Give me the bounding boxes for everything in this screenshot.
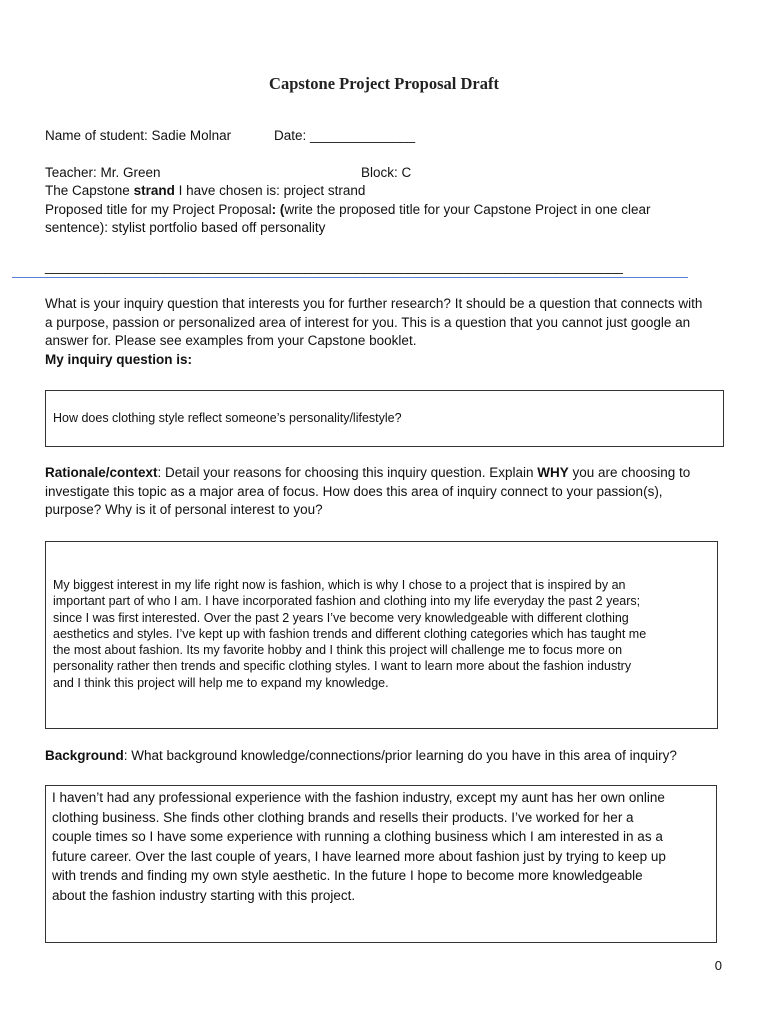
horizontal-rule: [12, 277, 688, 278]
proposed-title-rest: write the proposed title for your Capstone Project in one clear: [284, 202, 651, 217]
page-title: Capstone Project Proposal Draft: [269, 74, 499, 93]
strand-prefix: The Capstone: [45, 183, 134, 198]
strand-suffix: I have chosen is: project strand: [174, 183, 366, 198]
rationale-heading: Rationale/context: [45, 465, 158, 480]
teacher-name: Teacher: Mr. Green: [45, 165, 161, 180]
inquiry-prompt-line3: answer for. Please see examples from your Capstone booklet.: [45, 333, 417, 348]
background-answer-line: with trends and finding my own style aesthetic. In the future I hope to become more knowledgeable: [52, 868, 643, 884]
rationale-answer-line: personality rather then trends and specific clothing styles. I want to learn more about the fashion industry: [53, 659, 632, 674]
proposed-title-bold: : (: [271, 202, 285, 217]
background-prompt-text: : What background knowledge/connections/prior learning do you have in this area of inquiry?: [123, 748, 677, 763]
background-answer-line: I haven’t had any professional experience with the fashion industry, except my aunt has her own online: [52, 790, 665, 805]
block-field: Block: C: [361, 165, 412, 180]
background-answer-box[interactable]: [45, 785, 717, 943]
background-answer-line: future career. Over the last couple of years, I have learned more about fashion just by trying to keep up: [52, 848, 666, 864]
strand-bold: strand: [133, 183, 175, 198]
rationale-answer: [53, 577, 646, 691]
inquiry-answer: How does clothing style reflect someone’s personality/lifestyle?: [53, 411, 402, 425]
background-heading: Background: [45, 748, 124, 763]
background-answer: [52, 788, 666, 906]
rationale-prompt-line1: [45, 464, 690, 482]
proposed-title-line1: [45, 201, 651, 219]
rationale-prompt-line2: investigate this topic as a major area of focus. How does this area of inquiry connect to your passion(s),: [45, 484, 663, 499]
rationale-answer-line: important part of who I am. I have incorporated fashion and clothing into my life everyday the past 2 years;: [53, 594, 641, 609]
inquiry-heading: My inquiry question is:: [45, 352, 193, 367]
rationale-prompt-line3: purpose? Why is it of personal interest to you?: [45, 502, 323, 517]
inquiry-answer-box[interactable]: [45, 390, 724, 447]
inquiry-prompt-line1: What is your inquiry question that interests you for further research? It should be a question that connects with: [45, 296, 703, 311]
background-answer-line: about the fashion industry starting with this project.: [52, 887, 356, 903]
student-name: Name of student: Sadie Molnar: [45, 128, 232, 143]
date-field: Date: ______________: [274, 128, 416, 143]
title-underline: ______________________________________________________________________________: [45, 259, 623, 274]
proposed-title-prefix: Proposed title for my Project Proposal: [45, 202, 272, 217]
background-prompt: [45, 747, 677, 765]
rationale-prompt-end: you are choosing to: [568, 465, 691, 480]
rationale-prompt-text: : Detail your reasons for choosing this inquiry question. Explain: [157, 465, 538, 480]
rationale-answer-line: My biggest interest in my life right now is fashion, which is why I chose to a project that is inspired by an: [53, 578, 626, 592]
proposed-title-line2: sentence): stylist portfolio based off personality: [45, 220, 326, 235]
rationale-answer-line: and I think this project will help me to expand my knowledge.: [53, 675, 389, 690]
rationale-answer-line: aesthetics and styles. I’ve kept up with fashion trends and different clothing categories which has taught me: [53, 626, 647, 641]
strand-line: [45, 182, 365, 200]
page-number: 0: [714, 958, 722, 973]
inquiry-prompt-line2: a purpose, passion or personalized area of interest for you. This is a question that you cannot just google an: [45, 315, 691, 330]
rationale-answer-box[interactable]: [45, 541, 718, 729]
background-answer-line: couple times so I have some experience with running a clothing business which I am interested in as a: [52, 829, 663, 845]
rationale-answer-line: since I was first interested. Over the past 2 years I’ve become very knowledgeable with different clothing: [53, 610, 629, 625]
rationale-why: WHY: [537, 465, 569, 480]
rationale-answer-line: the most about fashion. Its my favorite hobby and I think this project will challenge me to focus more on: [53, 643, 623, 658]
background-answer-line: clothing business. She finds other clothing brands and resells their products. I’ve worked for her a: [52, 809, 634, 825]
